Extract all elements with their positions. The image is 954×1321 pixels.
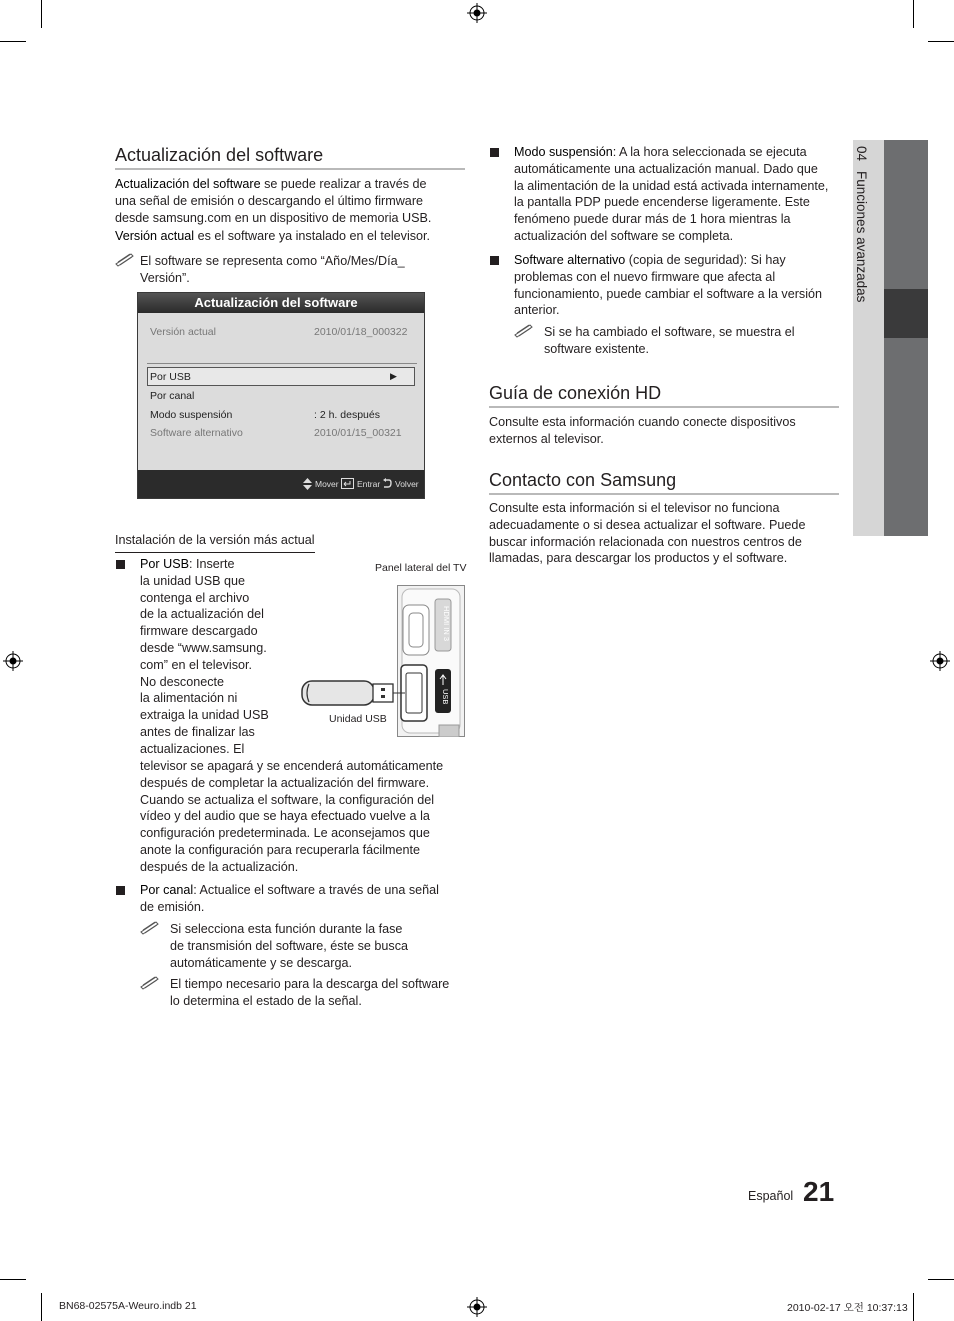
bullet-square-icon [116,886,125,895]
registration-mark-icon [930,651,950,671]
registration-mark-icon [467,3,487,23]
bold-term: Por USB [140,557,189,571]
chapter-tab-strip [884,140,928,536]
hd-guide-text: Consulte esta información cuando conecte dispositivos externos al televisor. [489,415,796,446]
registration-mark-icon [3,651,23,671]
bullet-square-icon [490,148,499,157]
bold-term: Software alternativo [514,253,626,267]
version-format-note: El software se representa como “Año/Mes/Día_ Versión”. [140,254,405,285]
chapter-title: Funciones avanzadas [854,171,869,303]
bold-term: Por canal [140,883,194,897]
chapter-tab-active-marker [884,289,928,338]
crop-mark [928,1279,954,1280]
channel-update-text: Por canal: Actualice el software a través de una señal de emisión. [140,883,439,914]
menu-version-label: Versión actual [150,326,216,338]
standby-mode-text: Modo suspensión: A la hora seleccionada se ejecuta automáticamente una actualización manual. Dado que la alimentación de la unidad está activada internamente, la pantalla PDP puede encenderse ligeramente. Este fenómeno puede durar más de 1 hora mientras la actualización del software se completa. [514,145,829,243]
tv-software-update-menu [137,292,425,499]
menu-alternative-value: 2010/01/15_00321 [314,427,402,439]
usb-drive-caption: Unidad USB [329,713,387,725]
install-subheading: Instalación de la versión más actual [115,532,315,553]
footer-enter-label: Entrar [357,479,381,489]
crop-mark [913,0,914,28]
page-language: Español [748,1189,794,1203]
return-icon [382,478,392,489]
bold-term: Versión actual [115,229,195,243]
print-slug-file: BN68-02575A-Weuro.indb 21 [59,1300,197,1312]
bold-term: Modo suspensión [514,145,613,159]
menu-arrow-right-icon: ▶ [390,371,397,381]
menu-title: Actualización del software [194,295,358,310]
crop-mark [41,0,42,28]
menu-title-bar [138,293,424,313]
note-pencil-icon [140,976,160,990]
crop-mark [913,1293,914,1321]
menu-version-value: 2010/01/18_000322 [314,326,408,338]
bold-term: Actualización del software [115,177,261,191]
section-heading-contact-samsung: Contacto con Samsung [489,470,839,495]
note-pencil-icon [115,253,135,267]
menu-standby-value: : 2 h. después [314,409,380,421]
note-pencil-icon [140,921,160,935]
section-heading-software-update: Actualización del software [115,145,465,170]
usb-update-text-full: televisor se apagará y se encenderá automáticamente después de completar la actualización del firmware. Cuando se actualiza el software, la configuración del vídeo y del audio que se haya efectuado vuelve a la configuración predeterminada. Le aconsejamos que anote la configuración para recuperarla fácilmente después de la actualización. [140,759,444,874]
usb-update-text-narrow: Por USB: Inserte la unidad USB que contenga el archivo de la actualización del firmware descargado desde “www.samsung. com” en el televisor. No desconecte la alimentación ni extraiga la unidad USB antes de finalizar las actualizaciones. El [140,557,269,756]
menu-item-alternative-software[interactable]: Software alternativo [150,427,243,439]
menu-item-by-usb[interactable]: Por USB [150,371,191,383]
contact-samsung-text: Consulte esta información si el televisor no funciona adecuadamente o si desea actualizar el software. Puede buscar información relacionada con nuestros centros de llamadas, para descargar los productos y el software. [489,501,806,566]
software-intro-paragraph: Actualización del software se puede realizar a través de una señal de emisión o descargando el último firmware desde samsung.com en un dispositivo de memoria USB. [115,177,432,225]
tv-side-panel-illustration [397,585,465,737]
channel-note-1: Si selecciona esta función durante la fase de transmisión del software, éste se busca automáticamente y se descarga. [170,922,409,970]
channel-note-2: El tiempo necesario para la descarga del software lo determina el estado de la señal. [170,977,450,1008]
chapter-tab-label [854,146,869,346]
usb-port-label: USB [441,689,450,705]
menu-footer-bar [138,470,424,498]
bullet-square-icon [116,560,125,569]
footer-move-label: Mover [315,479,339,489]
crop-mark [41,1293,42,1321]
chapter-number: 04 [854,146,869,162]
footer-return-label: Volver [395,479,419,489]
usb-drive-illustration [301,678,405,708]
bullet-square-icon [490,256,499,265]
enter-icon [341,478,354,489]
menu-separator [147,363,417,364]
alternative-software-note: Si se ha cambiado el software, se muestra el software existente. [544,325,795,356]
crop-mark [0,41,26,42]
registration-mark-icon [467,1297,487,1317]
current-version-paragraph: Versión actual es el software ya instalado en el televisor. [115,229,431,243]
menu-item-standby-mode[interactable]: Modo suspensión [150,409,233,421]
crop-mark [0,1279,26,1280]
page-number: 21 [803,1176,835,1207]
move-arrows-icon [303,478,312,490]
section-heading-hd-guide: Guía de conexión HD [489,383,839,408]
hdmi-port-label: HDMI IN 3 [442,606,451,642]
menu-item-by-channel[interactable]: Por canal [150,390,195,402]
alternative-software-text: Software alternativo (copia de seguridad): Si hay problemas con el nuevo firmware que afecta al funcionamiento, puede cambiar el software a la versión anterior. [514,253,823,318]
tv-side-panel-caption: Panel lateral del TV [375,562,467,574]
note-pencil-icon [514,324,534,338]
crop-mark [928,41,954,42]
print-slug-date: 2010-02-17 오전 10:37:13 [787,1302,908,1314]
